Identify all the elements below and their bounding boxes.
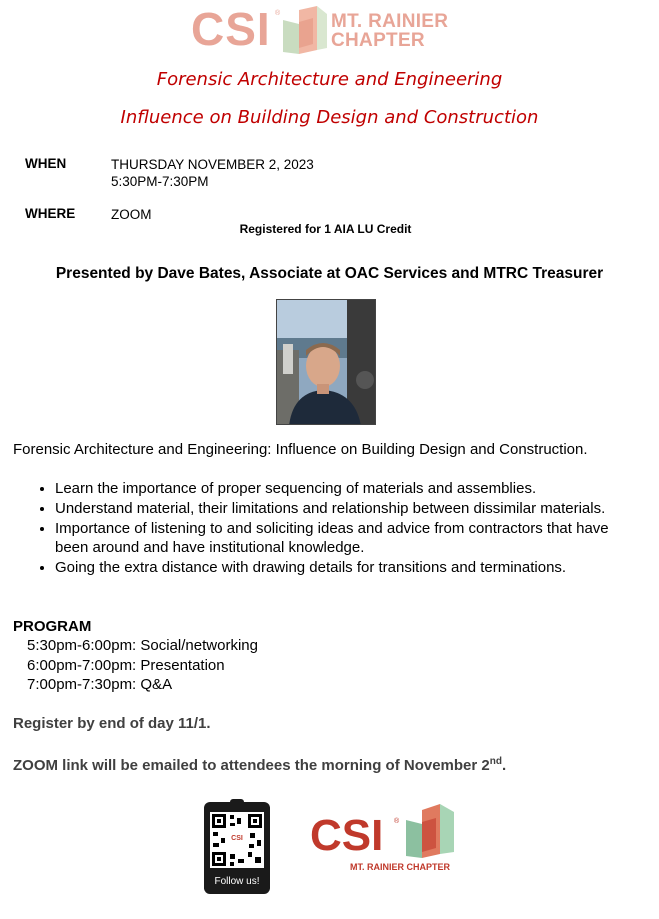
building-logo-icon <box>279 4 329 54</box>
zoom-link-note-superscript: nd <box>489 756 502 767</box>
when-label: WHEN <box>25 156 67 171</box>
qr-code-icon <box>210 812 264 868</box>
header-logo <box>191 4 461 56</box>
footer-logo <box>306 802 466 874</box>
footer-logo-chapter: MT. RAINIER CHAPTER <box>350 862 451 872</box>
list-item: • Understand material, their limitations and relationship between dissimilar materials. <box>55 499 643 518</box>
qr-code-card[interactable] <box>204 802 270 894</box>
list-item: • Importance of listening to and soliciting ideas and advice from contractors that have been around and have institutional knowledge. <box>55 519 643 557</box>
learning-objectives-list <box>13 479 643 578</box>
qr-center-logo: CSI <box>229 834 245 844</box>
clipboard-clip-icon <box>230 799 244 806</box>
zoom-link-note-text: ZOOM link will be emailed to attendees the morning of November 2 <box>13 757 490 774</box>
logo-chapter-name <box>331 12 448 50</box>
register-deadline: Register by end of day 11/1. <box>13 715 211 732</box>
list-item: • Going the extra distance with drawing details for transitions and terminations. <box>55 558 643 577</box>
when-time: 5:30PM-7:30PM <box>111 174 209 189</box>
when-date: THURSDAY NOVEMBER 2, 2023 <box>111 157 314 172</box>
presenter-line: Presented by Dave Bates, Associate at OAC Services and MTRC Treasurer <box>55 265 604 282</box>
qr-caption: Follow us! <box>214 876 260 887</box>
course-description: Forensic Architecture and Engineering: Influence on Building Design and Construction. <box>13 441 588 458</box>
logo-chapter-line2: CHAPTER <box>331 30 425 51</box>
program-item: 7:00pm-7:30pm: Q&A <box>27 676 173 693</box>
footer-logo-registered-mark: ® <box>394 818 400 825</box>
program-item: 5:30pm-6:00pm: Social/networking <box>27 637 258 654</box>
list-item: • Learn the importance of proper sequencing of materials and assemblies. <box>55 479 643 498</box>
footer-logo-csi-text: CSI <box>310 811 384 860</box>
footer-building-logo-icon <box>404 802 456 860</box>
where-label: WHERE <box>25 206 76 221</box>
event-title: Forensic Architecture and Engineering <box>156 69 503 90</box>
zoom-link-note-period: . <box>501 757 507 774</box>
event-subtitle: Influence on Building Design and Construction <box>120 107 539 128</box>
logo-registered-mark: ® <box>275 10 281 17</box>
where-value: ZOOM <box>111 207 152 222</box>
credit-note: Registered for 1 AIA LU Credit <box>239 222 412 236</box>
program-heading: PROGRAM <box>13 618 92 635</box>
presenter-photo <box>276 299 376 425</box>
logo-chapter-line1: MT. RAINIER <box>331 11 449 32</box>
logo-csi-text: CSI <box>191 3 271 55</box>
zoom-link-note <box>13 756 506 774</box>
program-item: 6:00pm-7:00pm: Presentation <box>27 657 225 674</box>
